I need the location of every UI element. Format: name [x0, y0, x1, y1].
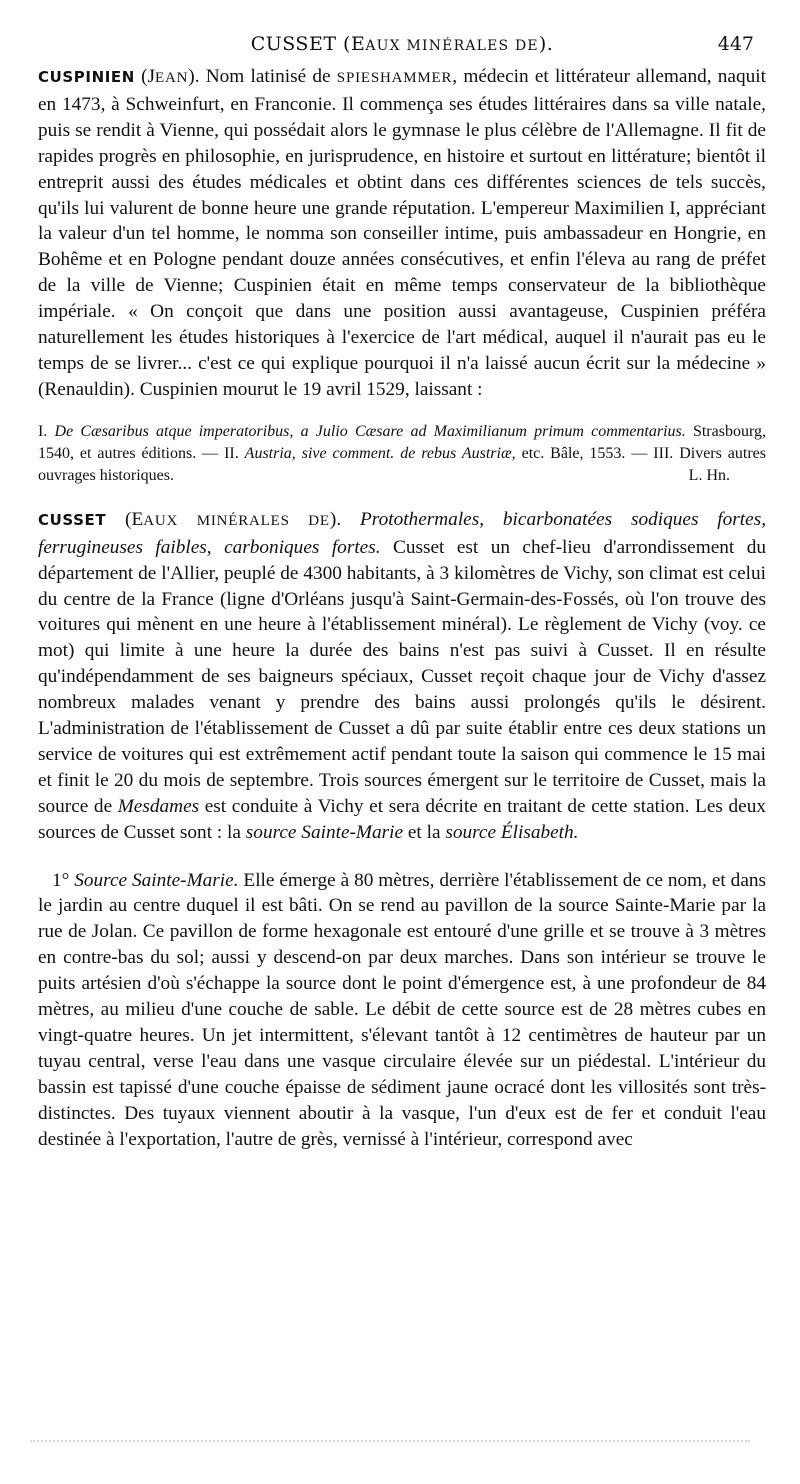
cusset-text-2: est conduite à Vichy et sera décrite en traitant de cette station. Les deux sources de Cusset sont : la — [38, 795, 766, 843]
biblio-1: I. — [38, 422, 55, 440]
biblio-2: Strasbourg, 1540, et autres éditions. — II. — [38, 422, 766, 462]
cuspinien-forename-sc: EAN — [155, 70, 189, 86]
cusset-sub-sc: AUX MINÉRALES DE — [143, 512, 330, 529]
cusset-subtitle: Protothermales, bicarbonatées sodiques fortes, ferrugineuses faibles, carboniques fortes. — [38, 508, 767, 558]
source-sainte-marie-paragraph — [38, 868, 766, 1153]
headword-cuspinien: CUSPINIEN — [38, 68, 135, 86]
cusset-sub-open: (E — [125, 508, 144, 530]
src1-title: Source Sainte-Marie. — [74, 869, 239, 891]
cusset-source-elisabeth: source Élisabeth. — [445, 821, 579, 843]
running-head-title-smallcaps: AUX MINÉRALES DE — [365, 38, 539, 54]
cuspinien-bibliography — [38, 421, 766, 487]
bleed-through-line — [30, 1440, 750, 1448]
cusset-source-marie: source Sainte-Marie — [245, 821, 404, 843]
headword-cusset: CUSSET — [38, 510, 107, 529]
entry-cusset — [38, 507, 766, 846]
biblio-author: L. Hn. — [688, 466, 730, 484]
src1-text: Elle émerge à 80 mètres, derrière l'établissement de ce nom, et dans le jardin au centre duquel il est bâti. On se rend au pavillon de la source Sainte-Marie par la rue de Jolan. Ce pavillon de forme hexagonale est entouré d'une grille et se trouve à 3 mètres en contre-bas du sol; aussi y descend-on par deux marches. Dans son intérieur se trouve le puits artésien d'où s'échappe la source dont le point d'émergence est, à une profondeur de 84 mètres, au milieu d'une couche de sable. Le débit de cette source est de 28 mètres cubes en vingt-quatre heures. Un jet intermittent, s'élevant tantôt à 12 centimètres de hauteur par un tuyau central, verse l'eau dans une vasque circulaire élevée sur un piédestal. L'intérieur du bassin est tapissé d'une couche épaisse de sédiment jaune ocracé dont les villosités sont très-distinctes. Des tuyaux viennent aboutir à la vasque, l'un d'eux est de fer et conduit l'eau destinée à l'exportation, l'autre de grès, vernissé à l'intérieur, correspond avec — [38, 869, 767, 1150]
cuspinien-spieshammer: SPIESHAMMER — [336, 70, 453, 86]
cuspinien-forename-close: ). — [188, 66, 200, 87]
body-text — [38, 64, 766, 1153]
entry-cuspinien — [38, 64, 766, 403]
cuspinien-text-1: Nom latinisé de — [205, 66, 337, 87]
page-number: 447 — [717, 33, 754, 55]
running-head-title-main: CUSSET (E — [250, 33, 366, 55]
biblio-3: etc. Bâle, 1553. — III. Divers autres ouvrages historiques. — [38, 444, 767, 484]
biblio-2-title: Austria, sive comment. de rebus Austriæ, — [244, 444, 516, 462]
cusset-sub-close: ). — [329, 508, 342, 530]
cuspinien-text-2: , médecin et littérateur allemand, naquit en 1473, à Schweinfurt, en Franconie. Il commença ses études littéraires dans sa ville natale, puis se rendit à Vienne, qui possédait alors le gymnase le plus célèbre de l'Allemagne. Il fit de rapides progrès en philosophie, en jurisprudence, en histoire et surtout en littérature; bientôt il entreprit aussi des études médicales et obtint dans ces différentes sciences de tels succès, qu'ils lui valurent de bonne heure une grande réputation. L'empereur Maximilien I, appréciant la valeur d'un tel homme, le nomma son conseiller intime, puis ambassadeur en Hongrie, en Bohême et en Pologne pendant douze années consécutives, et enfin l'éleva au rang de préfet de la ville de Vienne; Cuspinien était en même temps conservateur de la bibliothèque impériale. « On conçoit que dans une position aussi avantageuse, Cuspinien préféra naturellement les études historiques à l'exercice de l'art médical, auquel il n'aurait pas eu le temps de se livrer... c'est ce qui explique pourquoi il n'a laissé aucun écrit sur la médecine » (Renauldin). Cuspinien mourut le 19 avril 1529, laissant : — [38, 66, 766, 400]
cusset-mesdames: Mesdames — [117, 795, 200, 817]
cuspinien-forename-open: (J — [141, 66, 156, 87]
dictionary-page — [38, 0, 766, 1484]
cusset-text-3: et la — [403, 821, 446, 843]
src1-number: 1° — [52, 869, 75, 891]
running-head-title-end: ). — [538, 33, 554, 55]
biblio-1-title: De Cæsaribus atque imperatoribus, a Julio Cæsare ad Maximilianum primum commentarius. — [54, 422, 686, 440]
running-head-title — [38, 30, 766, 60]
running-head — [38, 30, 766, 58]
cusset-text-1: Cusset est un chef-lieu d'arrondissement du département de l'Allier, peuplé de 4300 habitants, à 3 kilomètres de Vichy, son climat est celui du centre de la France (ligne d'Orléans jusqu'à Saint-Germain-des-Fossés, où l'on trouve des voitures qui mènent en une heure à l'établissement minéral). Le règlement de Vichy (voy. ce mot) qui limite à une heure la durée des bains n'est pas suivi à Cusset. Il en résulte qu'indépendamment de ses baigneurs spéciaux, Cusset reçoit chaque jour de Vichy d'assez nombreux malades venant y prendre des bains aussi prolongés qu'ils le désirent. L'administration de l'établissement de Cusset a dû par suite établir entre ces deux stations un service de voitures qui est extrêmement actif pendant toute la saison qui commence le 15 mai et finit le 20 du mois de septembre. Trois sources émergent sur le territoire de Cusset, mais la source de — [38, 536, 766, 817]
